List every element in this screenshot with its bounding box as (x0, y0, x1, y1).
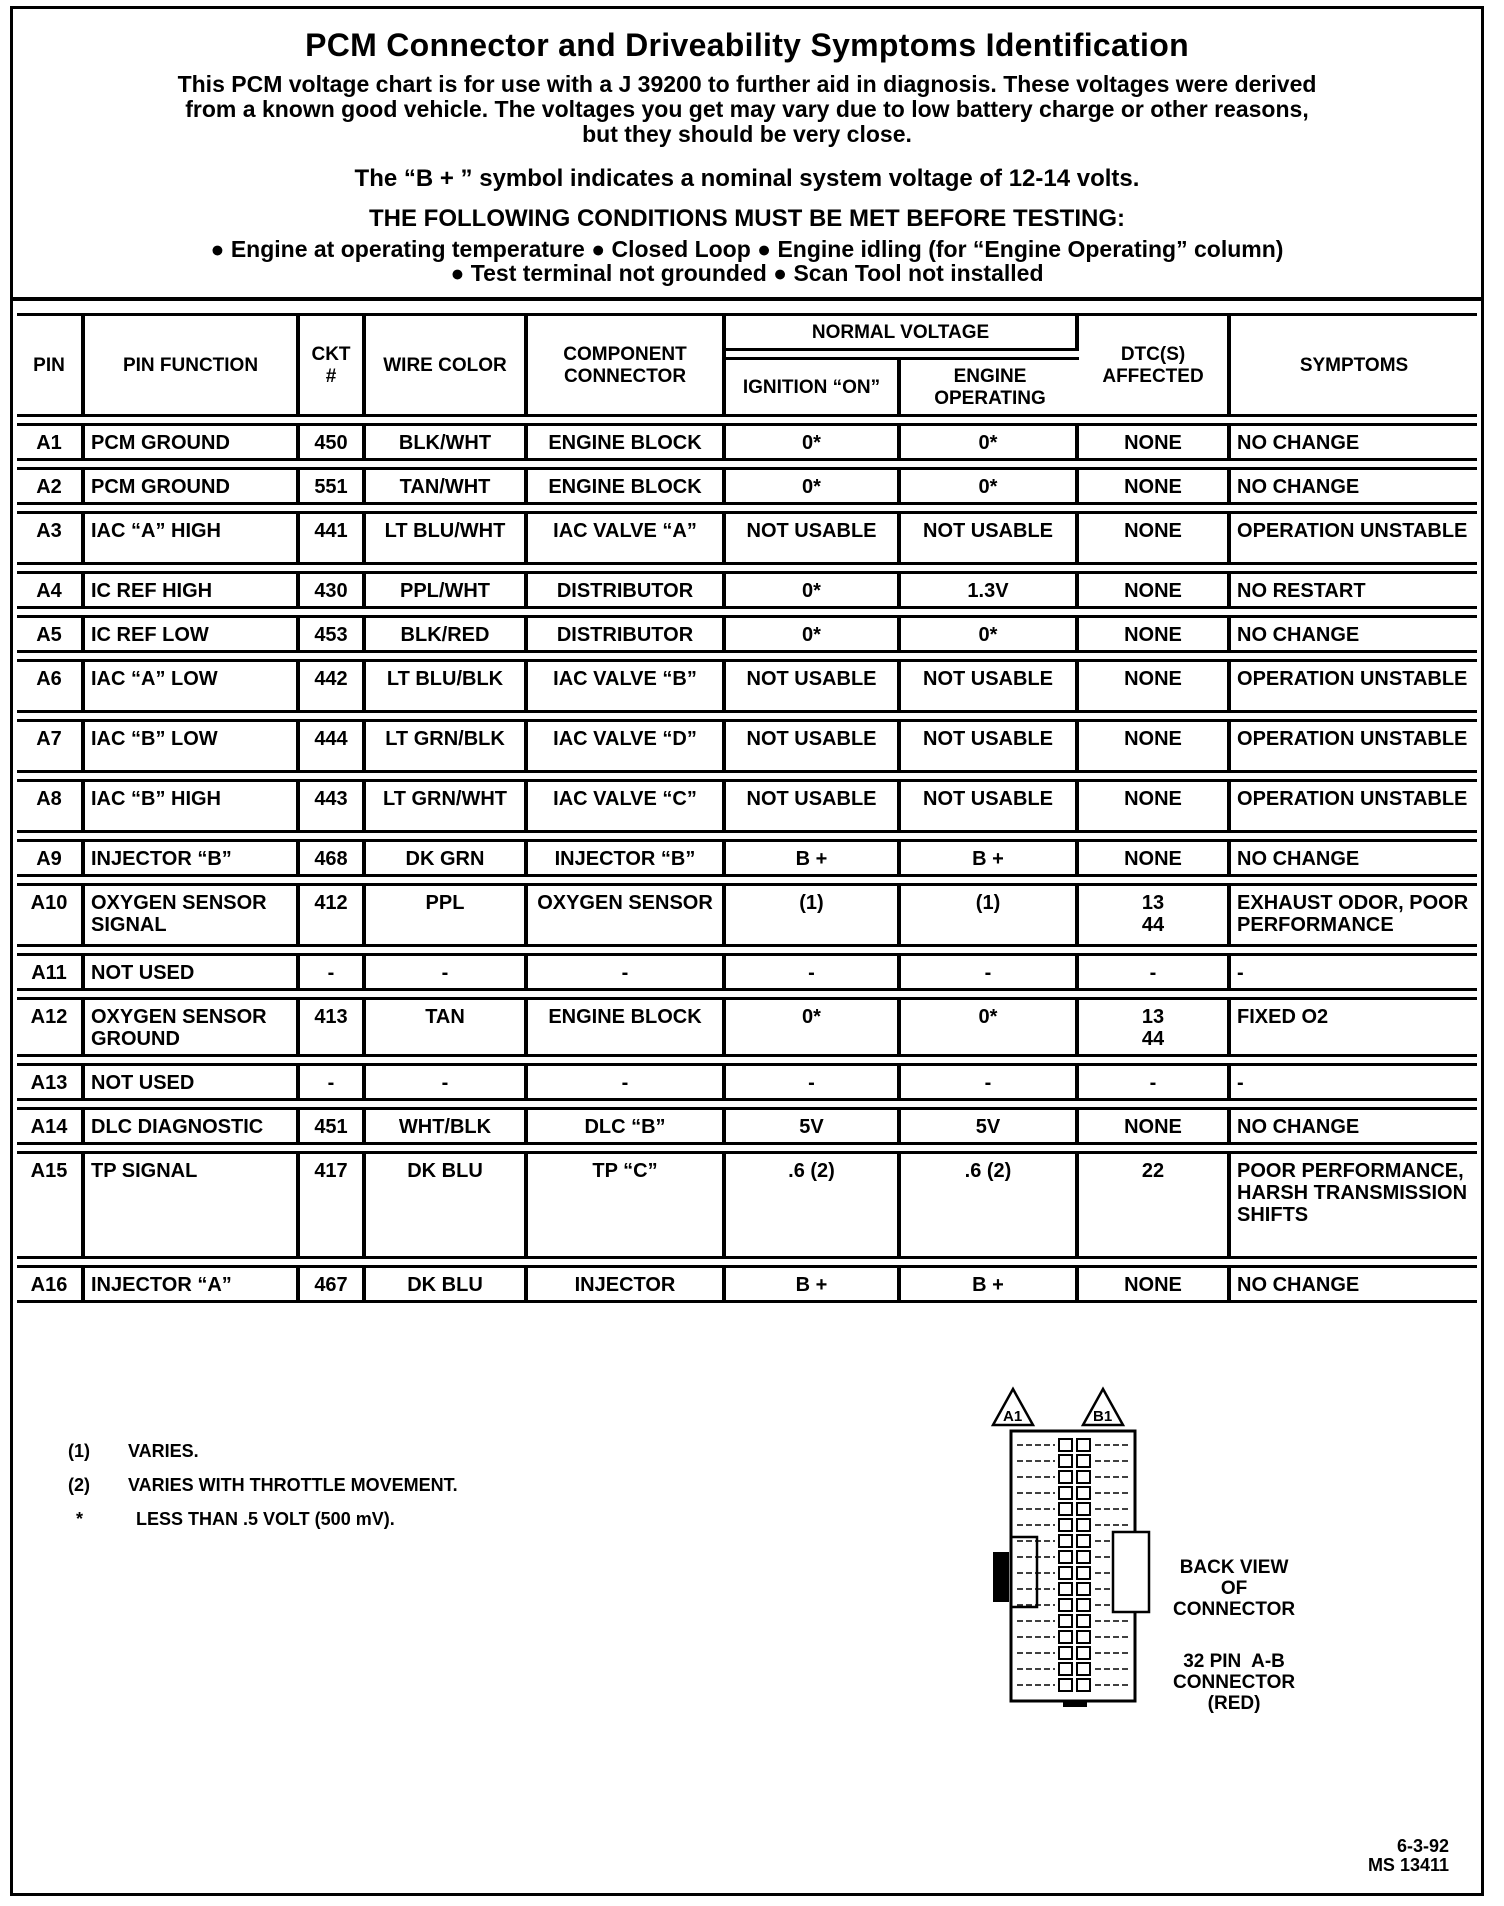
connector-pin-cell (1077, 1439, 1090, 1451)
cell-dtc: 13 44 (1079, 997, 1231, 1057)
cell-eng: 0* (901, 615, 1079, 653)
cell-dtc: NONE (1079, 615, 1231, 653)
cell-comp: INJECTOR (528, 1265, 726, 1303)
connector-key (1063, 1701, 1087, 1707)
cell-pin: A8 (17, 779, 85, 833)
cell-pin: A15 (17, 1151, 85, 1259)
cell-comp: ENGINE BLOCK (528, 423, 726, 461)
cell-pin: A5 (17, 615, 85, 653)
connector-label-b1: B1 (1093, 1408, 1113, 1425)
note-3: * LESS THAN .5 VOLT (500 mV). (76, 1509, 395, 1529)
pin-rows (17, 423, 1477, 1303)
cell-ign: 5V (726, 1107, 901, 1145)
header-component-connector: COMPONENT CONNECTOR (528, 313, 726, 417)
connector-pin-cell (1077, 1551, 1090, 1563)
cell-wire: TAN (366, 997, 528, 1057)
table-row (17, 467, 1477, 505)
cell-ign: NOT USABLE (726, 719, 901, 773)
cell-func: OXYGEN SENSOR GROUND (85, 997, 300, 1057)
cell-pin: A9 (17, 839, 85, 877)
connector-latch-left (1011, 1537, 1037, 1607)
cell-ign: 0* (726, 423, 901, 461)
cell-wire: - (366, 953, 528, 991)
cell-comp: OXYGEN SENSOR (528, 883, 726, 947)
note-2: (2) VARIES WITH THROTTLE MOVEMENT. (68, 1475, 458, 1495)
connector-pin-cell (1077, 1663, 1090, 1675)
table-row (17, 883, 1477, 947)
cell-dtc: NONE (1079, 1107, 1231, 1145)
cell-func: NOT USED (85, 1063, 300, 1101)
cell-ckt: 467 (300, 1265, 366, 1303)
cell-wire: WHT/BLK (366, 1107, 528, 1145)
cell-comp: IAC VALVE “A” (528, 511, 726, 565)
cell-wire: LT GRN/WHT (366, 779, 528, 833)
connector-pin-cell (1059, 1471, 1072, 1483)
cell-dtc: NONE (1079, 511, 1231, 565)
cell-eng: - (901, 953, 1079, 991)
cell-wire: PPL/WHT (366, 571, 528, 609)
cell-sym: OPERATION UNSTABLE (1231, 779, 1477, 833)
cell-ign: 0* (726, 571, 901, 609)
connector-pin-cell (1077, 1535, 1090, 1547)
table-row (17, 839, 1477, 877)
cell-sym: OPERATION UNSTABLE (1231, 659, 1477, 713)
connector-label-a1: A1 (1003, 1408, 1023, 1425)
cell-func: PCM GROUND (85, 467, 300, 505)
cell-sym: - (1231, 953, 1477, 991)
connector-pin-cell (1077, 1519, 1090, 1531)
cell-pin: A6 (17, 659, 85, 713)
connector-pin-cell (1077, 1583, 1090, 1595)
cell-func: IC REF LOW (85, 615, 300, 653)
pin-table (17, 307, 1477, 1309)
connector-pin-cell (1077, 1471, 1090, 1483)
connector-pin-cell (1059, 1647, 1072, 1659)
cell-eng: NOT USABLE (901, 511, 1079, 565)
header-pin-function: PIN FUNCTION (85, 313, 300, 417)
table-row (17, 1265, 1477, 1303)
cell-wire: DK BLU (366, 1151, 528, 1259)
cell-sym: NO CHANGE (1231, 615, 1477, 653)
cell-dtc: 22 (1079, 1151, 1231, 1259)
cell-comp: IAC VALVE “C” (528, 779, 726, 833)
connector-pin-cell (1077, 1647, 1090, 1659)
cell-ckt: 450 (300, 423, 366, 461)
cell-eng: 5V (901, 1107, 1079, 1145)
cell-pin: A14 (17, 1107, 85, 1145)
cell-func: INJECTOR “A” (85, 1265, 300, 1303)
conditions-title: THE FOLLOWING CONDITIONS MUST BE MET BEFORE TESTING: (369, 205, 1125, 232)
cell-ckt: 443 (300, 779, 366, 833)
cell-ign: (1) (726, 883, 901, 947)
connector-diagram (973, 1387, 1173, 1707)
cell-comp: TP “C” (528, 1151, 726, 1259)
connector-pin-cell (1059, 1551, 1072, 1563)
cell-ckt: 468 (300, 839, 366, 877)
header-engine-operating: ENGINE OPERATING (901, 357, 1079, 417)
cell-ckt: 451 (300, 1107, 366, 1145)
cell-ign: 0* (726, 615, 901, 653)
cell-wire: PPL (366, 883, 528, 947)
connector-pin-cell (1059, 1663, 1072, 1675)
cell-func: IAC “A” LOW (85, 659, 300, 713)
cell-wire: LT GRN/BLK (366, 719, 528, 773)
cell-dtc: NONE (1079, 423, 1231, 461)
connector-pin-cell (1059, 1567, 1072, 1579)
cell-pin: A1 (17, 423, 85, 461)
cell-dtc: - (1079, 1063, 1231, 1101)
cell-func: DLC DIAGNOSTIC (85, 1107, 300, 1145)
cell-ign: NOT USABLE (726, 659, 901, 713)
cell-ign: .6 (2) (726, 1151, 901, 1259)
cell-wire: BLK/RED (366, 615, 528, 653)
connector-pin-cell (1059, 1455, 1072, 1467)
connector-pin-cell (1059, 1679, 1072, 1691)
cell-wire: DK GRN (366, 839, 528, 877)
cell-ckt: 413 (300, 997, 366, 1057)
cell-pin: A7 (17, 719, 85, 773)
cell-dtc: NONE (1079, 571, 1231, 609)
note-1: (1) VARIES. (68, 1441, 199, 1461)
header-ignition-on: IGNITION “ON” (726, 357, 901, 417)
cell-eng: NOT USABLE (901, 719, 1079, 773)
header-normal-voltage: NORMAL VOLTAGE (726, 313, 1079, 351)
cell-sym: NO CHANGE (1231, 423, 1477, 461)
pin-count-label: 32 PIN A-B CONNECTOR (RED) (1173, 1651, 1296, 1714)
connector-pin-cell (1077, 1455, 1090, 1467)
cell-pin: A12 (17, 997, 85, 1057)
cell-ign: B + (726, 839, 901, 877)
cell-ckt: 444 (300, 719, 366, 773)
connector-latch-right (1113, 1532, 1149, 1612)
cell-ckt: 551 (300, 467, 366, 505)
cell-dtc: NONE (1079, 839, 1231, 877)
page-title: PCM Connector and Driveability Symptoms Identification (305, 27, 1189, 63)
cell-comp: IAC VALVE “D” (528, 719, 726, 773)
cell-ckt: - (300, 1063, 366, 1101)
cell-ckt: 412 (300, 883, 366, 947)
cell-comp: ENGINE BLOCK (528, 467, 726, 505)
cell-sym: NO CHANGE (1231, 1265, 1477, 1303)
cell-eng: B + (901, 1265, 1079, 1303)
header-symptoms: SYMPTOMS (1231, 313, 1477, 417)
cell-sym: - (1231, 1063, 1477, 1101)
cell-wire: LT BLU/WHT (366, 511, 528, 565)
cell-dtc: NONE (1079, 659, 1231, 713)
table-row (17, 615, 1477, 653)
cell-pin: A16 (17, 1265, 85, 1303)
cell-dtc: NONE (1079, 779, 1231, 833)
cell-comp: DISTRIBUTOR (528, 615, 726, 653)
connector-pin-cell (1077, 1487, 1090, 1499)
cell-dtc: - (1079, 953, 1231, 991)
table-row (17, 571, 1477, 609)
cell-eng: .6 (2) (901, 1151, 1079, 1259)
cell-ign: NOT USABLE (726, 511, 901, 565)
cell-func: IC REF HIGH (85, 571, 300, 609)
table-row (17, 511, 1477, 565)
connector-pin-cell (1059, 1583, 1072, 1595)
cell-sym: OPERATION UNSTABLE (1231, 511, 1477, 565)
cell-comp: IAC VALVE “B” (528, 659, 726, 713)
table-row (17, 1063, 1477, 1101)
page-frame (10, 6, 1484, 1896)
connector-pin-cell (1059, 1519, 1072, 1531)
cell-dtc: NONE (1079, 467, 1231, 505)
connector-pin-cell (1077, 1615, 1090, 1627)
cell-dtc: 13 44 (1079, 883, 1231, 947)
cell-eng: B + (901, 839, 1079, 877)
cell-ign: 0* (726, 467, 901, 505)
cell-sym: NO CHANGE (1231, 1107, 1477, 1145)
table-row (17, 1151, 1477, 1259)
cell-wire: - (366, 1063, 528, 1101)
cell-ckt: 430 (300, 571, 366, 609)
cell-ign: - (726, 1063, 901, 1101)
cell-pin: A10 (17, 883, 85, 947)
connector-pin-cell (1059, 1439, 1072, 1451)
cell-func: NOT USED (85, 953, 300, 991)
cell-eng: - (901, 1063, 1079, 1101)
connector-pin-cell (1077, 1503, 1090, 1515)
header-ckt: CKT # (300, 313, 366, 417)
cell-pin: A11 (17, 953, 85, 991)
cell-func: IAC “A” HIGH (85, 511, 300, 565)
notes (68, 1441, 458, 1543)
header-pin: PIN (17, 313, 85, 417)
connector-pin-cell (1077, 1599, 1090, 1611)
table-row (17, 659, 1477, 713)
cell-comp: DISTRIBUTOR (528, 571, 726, 609)
cell-dtc: NONE (1079, 1265, 1231, 1303)
cell-sym: OPERATION UNSTABLE (1231, 719, 1477, 773)
connector-pin-cell (1059, 1631, 1072, 1643)
cell-ign: - (726, 953, 901, 991)
connector-pin-cell (1059, 1503, 1072, 1515)
cell-ckt: 453 (300, 615, 366, 653)
cell-eng: 0* (901, 997, 1079, 1057)
cell-eng: (1) (901, 883, 1079, 947)
back-view-label: BACK VIEW OF CONNECTOR (1173, 1557, 1296, 1620)
cell-comp: - (528, 1063, 726, 1101)
table-row (17, 1107, 1477, 1145)
connector-pin-cell (1059, 1535, 1072, 1547)
intro-text: This PCM voltage chart is for use with a J 39200 to further aid in diagnosis. These voltages were derived from a known good vehicle. The voltages you get may vary due to low battery charge or other reasons, but they should be very close. (177, 71, 1317, 147)
cell-func: PCM GROUND (85, 423, 300, 461)
cell-sym: NO CHANGE (1231, 839, 1477, 877)
cell-wire: TAN/WHT (366, 467, 528, 505)
table-row (17, 997, 1477, 1057)
connector-pin-cell (1077, 1679, 1090, 1691)
cell-comp: ENGINE BLOCK (528, 997, 726, 1057)
cell-comp: INJECTOR “B” (528, 839, 726, 877)
cell-eng: 0* (901, 423, 1079, 461)
cell-eng: NOT USABLE (901, 659, 1079, 713)
cell-func: INJECTOR “B” (85, 839, 300, 877)
cell-sym: POOR PERFORMANCE, HARSH TRANSMISSION SHIFTS (1231, 1151, 1477, 1259)
cell-sym: NO CHANGE (1231, 467, 1477, 505)
cell-ckt: - (300, 953, 366, 991)
doc-reference: 6-3-92 MS 13411 (1367, 1836, 1449, 1875)
connector-pin-cell (1059, 1487, 1072, 1499)
cell-ckt: 417 (300, 1151, 366, 1259)
cell-dtc: NONE (1079, 719, 1231, 773)
cell-ckt: 441 (300, 511, 366, 565)
cell-comp: DLC “B” (528, 1107, 726, 1145)
cell-func: IAC “B” LOW (85, 719, 300, 773)
cell-sym: NO RESTART (1231, 571, 1477, 609)
bplus-note: The “B + ” symbol indicates a nominal system voltage of 12-14 volts. (354, 165, 1140, 192)
cell-eng: 1.3V (901, 571, 1079, 609)
conditions-list: ● Engine at operating temperature ● Closed Loop ● Engine idling (for “Engine Operating” column) ● Test terminal not grounded ● Scan Tool not installed (210, 236, 1284, 286)
cell-eng: 0* (901, 467, 1079, 505)
connector-pin-cell (1059, 1615, 1072, 1627)
table-row (17, 719, 1477, 773)
connector-pin-cell (1077, 1567, 1090, 1579)
table-row (17, 779, 1477, 833)
table-row (17, 953, 1477, 991)
table-row (17, 423, 1477, 461)
cell-pin: A13 (17, 1063, 85, 1101)
cell-comp: - (528, 953, 726, 991)
connector-clip (993, 1552, 1009, 1602)
header (13, 9, 1481, 301)
cell-ckt: 442 (300, 659, 366, 713)
connector-pin-cell (1059, 1599, 1072, 1611)
cell-ign: 0* (726, 997, 901, 1057)
cell-wire: BLK/WHT (366, 423, 528, 461)
cell-func: OXYGEN SENSOR SIGNAL (85, 883, 300, 947)
header-dtc-affected: DTC(S) AFFECTED (1079, 313, 1231, 417)
cell-eng: NOT USABLE (901, 779, 1079, 833)
cell-pin: A3 (17, 511, 85, 565)
connector-pin-cell (1077, 1631, 1090, 1643)
cell-func: TP SIGNAL (85, 1151, 300, 1259)
header-wire-color: WIRE COLOR (366, 313, 528, 417)
cell-ign: B + (726, 1265, 901, 1303)
cell-pin: A2 (17, 467, 85, 505)
cell-wire: DK BLU (366, 1265, 528, 1303)
cell-pin: A4 (17, 571, 85, 609)
cell-ign: NOT USABLE (726, 779, 901, 833)
cell-func: IAC “B” HIGH (85, 779, 300, 833)
cell-sym: EXHAUST ODOR, POOR PERFORMANCE (1231, 883, 1477, 947)
cell-wire: LT BLU/BLK (366, 659, 528, 713)
cell-sym: FIXED O2 (1231, 997, 1477, 1057)
